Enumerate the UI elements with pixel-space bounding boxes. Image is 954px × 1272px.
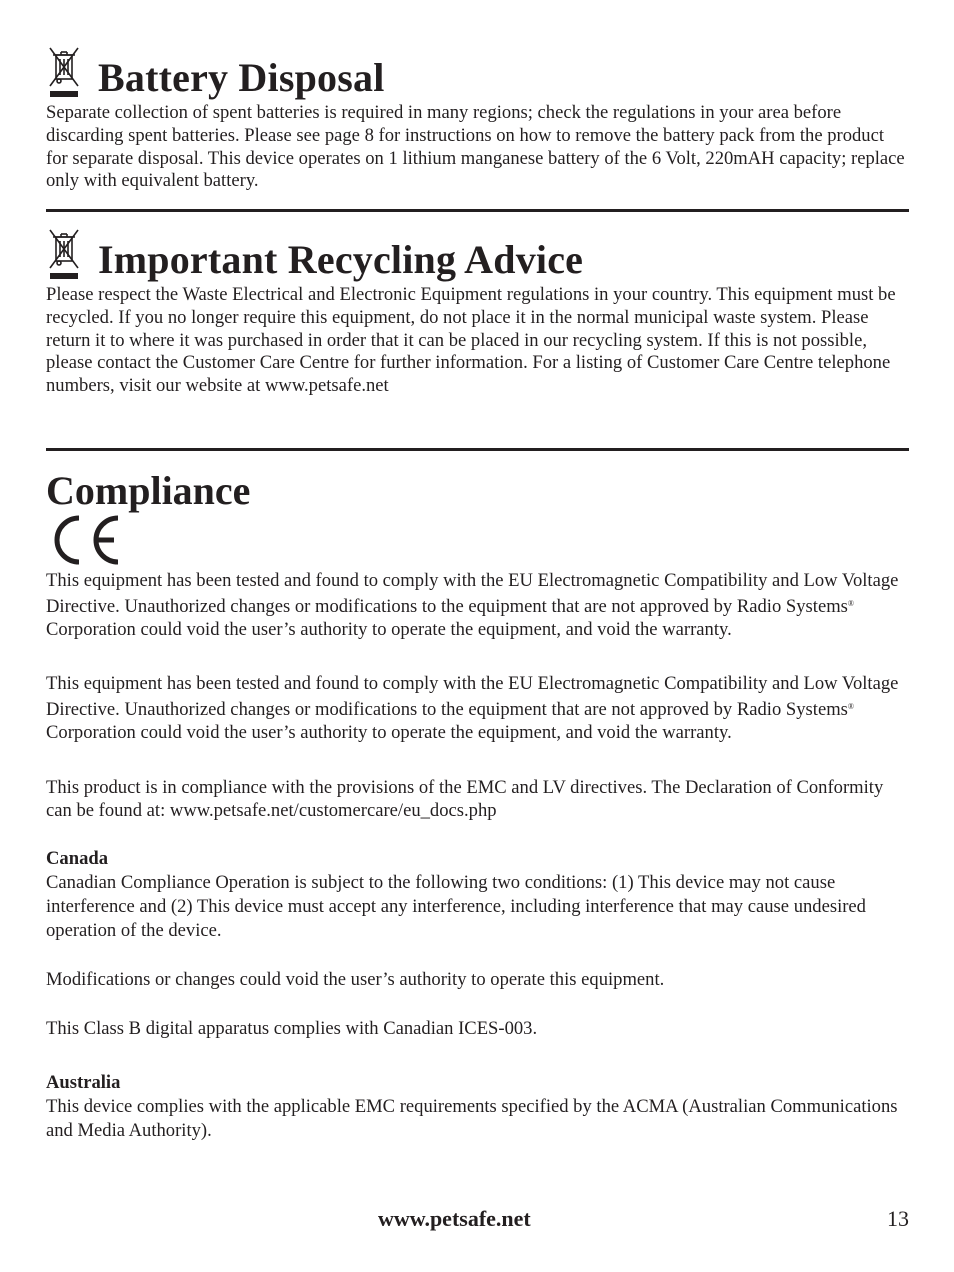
- canada-paragraph-1: Canadian Compliance Operation is subject to the following two conditions: (1) This device may not cause interference and (2) This device must accept any interference, including interference that may cause undesired operation of the device.: [46, 872, 866, 942]
- canada-paragraph-3: This Class B digital apparatus complies with Canadian ICES-003.: [46, 1017, 538, 1039]
- compliance-section: [46, 470, 909, 1143]
- compliance-paragraph-2: [46, 673, 909, 744]
- australia-heading: Australia: [46, 1071, 121, 1093]
- compliance-paragraph-1: [46, 570, 909, 641]
- section-divider: [46, 448, 909, 451]
- registered-mark: ®: [847, 702, 854, 712]
- recycling-text: Please respect the Waste Electrical and Electronic Equipment regulations in your country. This equipment must be recycled. If you no longer require this equipment, do not place it in the normal municipal waste system. Please return it to where it was purchased in order that it can be placed in our recycling system. If this is not possible, please contact the Customer Care Centre for further information. For a listing of Customer Care Centre telephone numbers, visit our website at www.petsafe.net: [46, 284, 896, 397]
- ce-mark-icon: [46, 514, 122, 566]
- battery-title-row: [46, 46, 909, 102]
- page-footer: [46, 1205, 909, 1233]
- page-number: 13: [887, 1206, 909, 1231]
- compliance-paragraph-3: This product is in compliance with the provisions of the EMC and LV directives. The Declaration of Conformity can be found at: www.petsafe.net/customercare/eu_docs.php: [46, 776, 884, 821]
- compliance-paragraph-1-end: Corporation could void the user’s authority to operate the equipment, and void the warranty.: [46, 618, 732, 640]
- compliance-paragraph-2-end: Corporation could void the user’s authority to operate the equipment, and void the warranty.: [46, 721, 732, 743]
- crossed-out-wheelie-bin-icon: [46, 46, 82, 102]
- compliance-heading: Compliance: [46, 468, 251, 513]
- section-divider: [46, 209, 909, 212]
- crossed-out-wheelie-bin-icon: [46, 228, 82, 284]
- registered-mark: ®: [847, 598, 854, 608]
- footer-website-url: www.petsafe.net: [378, 1206, 531, 1231]
- battery-disposal-section: [46, 46, 909, 193]
- compliance-paragraph-2-start: This equipment has been tested and found to comply with the EU Electromagnetic Compatibility and Low Voltage Directive. Unauthorized changes or modifications to the equipment that are not approved by Radio Systems: [46, 673, 899, 721]
- battery-disposal-text: Separate collection of spent batteries is required in many regions; check the regulations in your area before discarding spent batteries. Please see page 8 for instructions on how to remove the battery pack from the product for separate disposal. This device operates on 1 lithium manganese battery of the 6 Volt, 220mAH capacity; replace only with equivalent battery.: [46, 102, 905, 192]
- battery-disposal-heading: Battery Disposal: [98, 55, 385, 100]
- canada-paragraph-2: Modifications or changes could void the user’s authority to operate this equipment.: [46, 969, 665, 991]
- recycling-heading: Important Recycling Advice: [98, 237, 584, 282]
- recycling-section: [46, 228, 909, 398]
- compliance-paragraph-1-start: This equipment has been tested and found to comply with the EU Electromagnetic Compatibility and Low Voltage Directive. Unauthorized changes or modifications to the equipment that are not approved by Radio Systems: [46, 570, 899, 617]
- canada-heading: Canada: [46, 848, 109, 870]
- recycling-title-row: [46, 228, 909, 284]
- australia-paragraph-1: This device complies with the applicable EMC requirements specified by the ACMA (Australian Communications and Media Authority).: [46, 1095, 898, 1141]
